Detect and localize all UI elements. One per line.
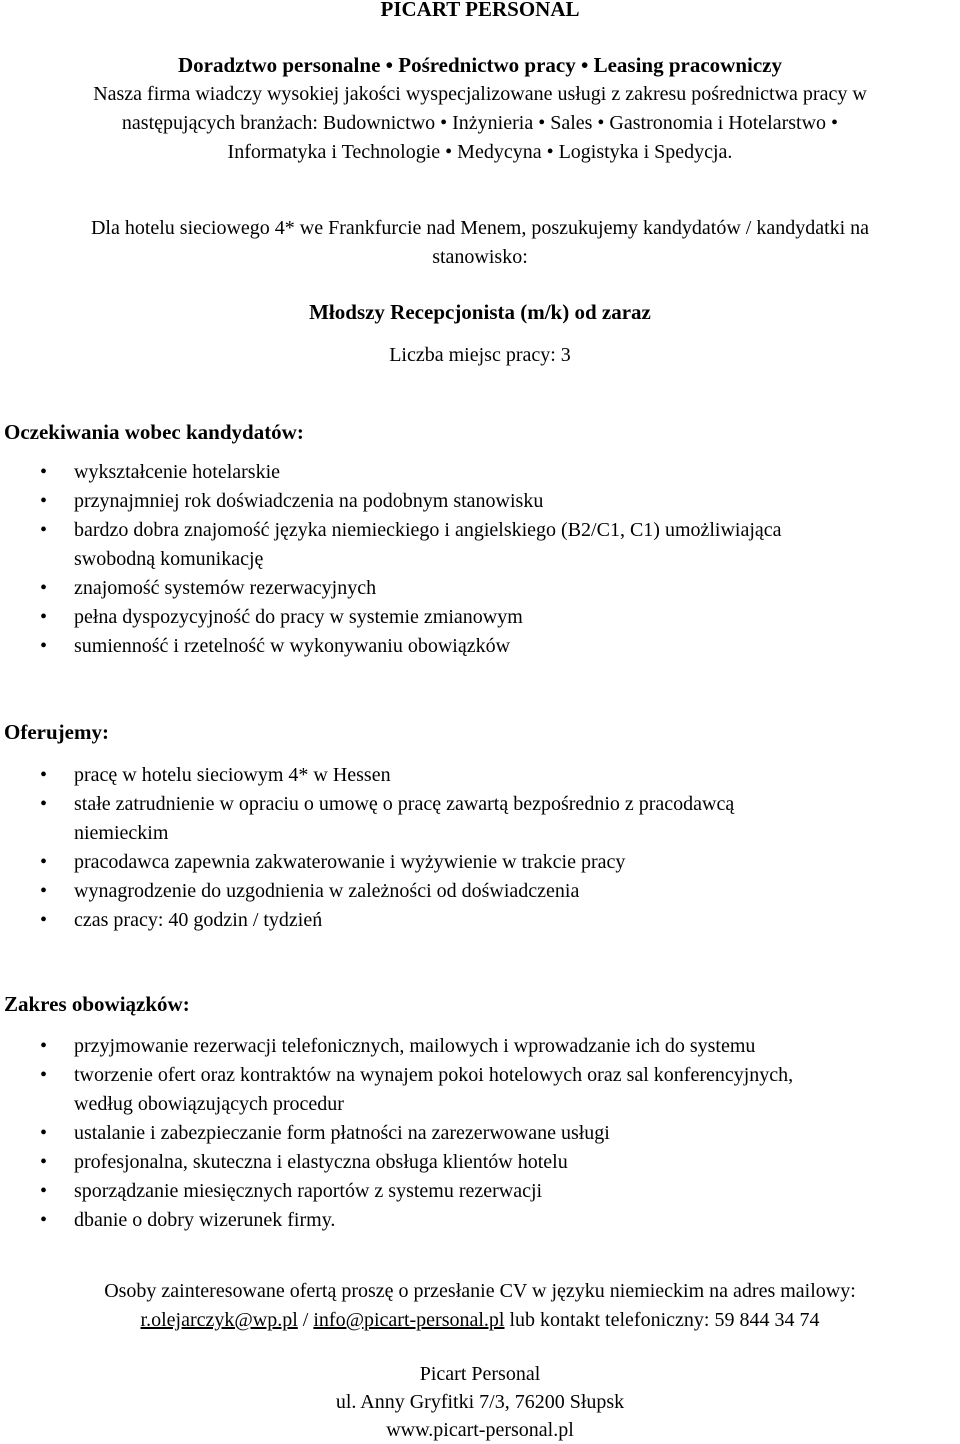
email-separator: / — [297, 1309, 314, 1331]
bullet-icon: • — [40, 635, 48, 657]
bullet-icon: • — [40, 606, 48, 628]
list-item: • czas pracy: 40 godzin / tydzień — [0, 906, 940, 935]
list-item: • znajomość systemów rezerwacyjnych — [0, 574, 940, 603]
list-item: • pracę w hotelu sieciowym 4* w Hessen — [0, 761, 940, 790]
contact-intro: Osoby zainteresowane ofertą proszę o przesłanie CV w języku niemieckim na adres mailowy: — [104, 1280, 856, 1302]
list-item: • przyjmowanie rezerwacji telefonicznych, mailowych i wprowadzanie ich do systemu — [0, 1032, 940, 1061]
bullet-icon: • — [40, 909, 48, 931]
bullet-icon: • — [40, 851, 48, 873]
list-item: • tworzenie ofert oraz kontraktów na wynajem pokoi hotelowych oraz sal konferencyjnych, — [0, 1061, 940, 1090]
benefits-heading: Oferujemy: — [4, 720, 109, 744]
list-item-continuation: swobodną komunikację — [74, 548, 264, 570]
intro-line: Nasza firma wiadczy wysokiej jakości wyspecjalizowane usługi z zakresu pośrednictwa pracy w — [93, 83, 867, 105]
bullet-icon: • — [40, 793, 48, 815]
duties-heading: Zakres obowiązków: — [4, 992, 190, 1016]
list-item: • ustalanie i zabezpieczanie form płatności na zarezerwowane usługi — [0, 1119, 940, 1148]
list-item: • sumienność i rzetelność w wykonywaniu obowiązków — [0, 632, 940, 661]
list-item: • dbanie o dobry wizerunek firmy. — [0, 1206, 940, 1235]
footer-company: Picart Personal — [419, 1363, 541, 1385]
list-item: • bardzo dobra znajomość języka niemieckiego i angielskiego (B2/C1, C1) umożliwiająca — [0, 516, 940, 545]
list-item-continuation: niemieckim — [74, 822, 169, 844]
hotel-intro-line: Dla hotelu sieciowego 4* we Frankfurcie nad Menem, poszukujemy kandydatów / kandydatki na — [90, 217, 870, 239]
list-item: • wynagrodzenie do uzgodnienia w zależności od doświadczenia — [0, 877, 940, 906]
company-title: PICART PERSONAL — [380, 0, 580, 21]
list-item: • przynajmniej rok doświadczenia na podobnym stanowisku — [0, 487, 940, 516]
list-item: • stałe zatrudnienie w opraciu o umowę o pracę zawartą bezpośrednio z pracodawcą — [0, 790, 940, 819]
bullet-icon: • — [40, 880, 48, 902]
intro-line: następujących branżach: Budownictwo • Inżynieria • Sales • Gastronomia i Hotelarstwo • — [121, 112, 839, 134]
list-item: • pracodawca zapewnia zakwaterowanie i wyżywienie w trakcie pracy — [0, 848, 940, 877]
footer-address: ul. Anny Gryfitki 7/3, 76200 Słupsk — [335, 1391, 625, 1413]
email-link-primary[interactable]: r.olejarczyk@wp.pl — [140, 1309, 298, 1331]
benefits-list — [0, 761, 940, 935]
hotel-intro-line: stanowisko: — [432, 246, 528, 268]
expectations-heading: Oczekiwania wobec kandydatów: — [4, 420, 304, 444]
position-title: Młodszy Recepcjonista (m/k) od zaraz — [309, 300, 651, 324]
bullet-icon: • — [40, 1064, 48, 1086]
list-item: • profesjonalna, skuteczna i elastyczna obsługa klientów hotelu — [0, 1148, 940, 1177]
bullet-icon: • — [40, 1122, 48, 1144]
footer — [0, 1360, 960, 1444]
bullet-icon: • — [40, 490, 48, 512]
contact-details — [0, 1306, 960, 1335]
bullet-icon: • — [40, 1180, 48, 1202]
list-item-continuation: według obowiązujących procedur — [74, 1093, 344, 1115]
bullet-icon: • — [40, 577, 48, 599]
bullet-icon: • — [40, 764, 48, 786]
email-link-info[interactable]: info@picart-personal.pl — [313, 1309, 505, 1331]
list-item: • pełna dyspozycyjność do pracy w systemie zmianowym — [0, 603, 940, 632]
list-item: • sporządzanie miesięcznych raportów z systemu rezerwacji — [0, 1177, 940, 1206]
intro-line: Informatyka i Technologie • Medycyna • Logistyka i Spedycja. — [227, 141, 733, 163]
bullet-icon: • — [40, 1151, 48, 1173]
phone-text: lub kontakt telefoniczny: 59 844 34 74 — [504, 1309, 820, 1331]
duties-list — [0, 1032, 940, 1235]
expectations-list — [0, 458, 940, 661]
company-tagline: Doradztwo personalne • Pośrednictwo pracy • Leasing pracowniczy — [177, 53, 783, 77]
list-item: • wykształcenie hotelarskie — [0, 458, 940, 487]
bullet-icon: • — [40, 1209, 48, 1231]
footer-website: www.picart-personal.pl — [386, 1419, 574, 1441]
places-count: Liczba miejsc pracy: 3 — [389, 344, 571, 366]
company-intro — [0, 80, 960, 167]
bullet-icon: • — [40, 461, 48, 483]
hotel-intro — [0, 214, 960, 272]
contact-block — [0, 1277, 960, 1335]
bullet-icon: • — [40, 1035, 48, 1057]
bullet-icon: • — [40, 519, 48, 541]
